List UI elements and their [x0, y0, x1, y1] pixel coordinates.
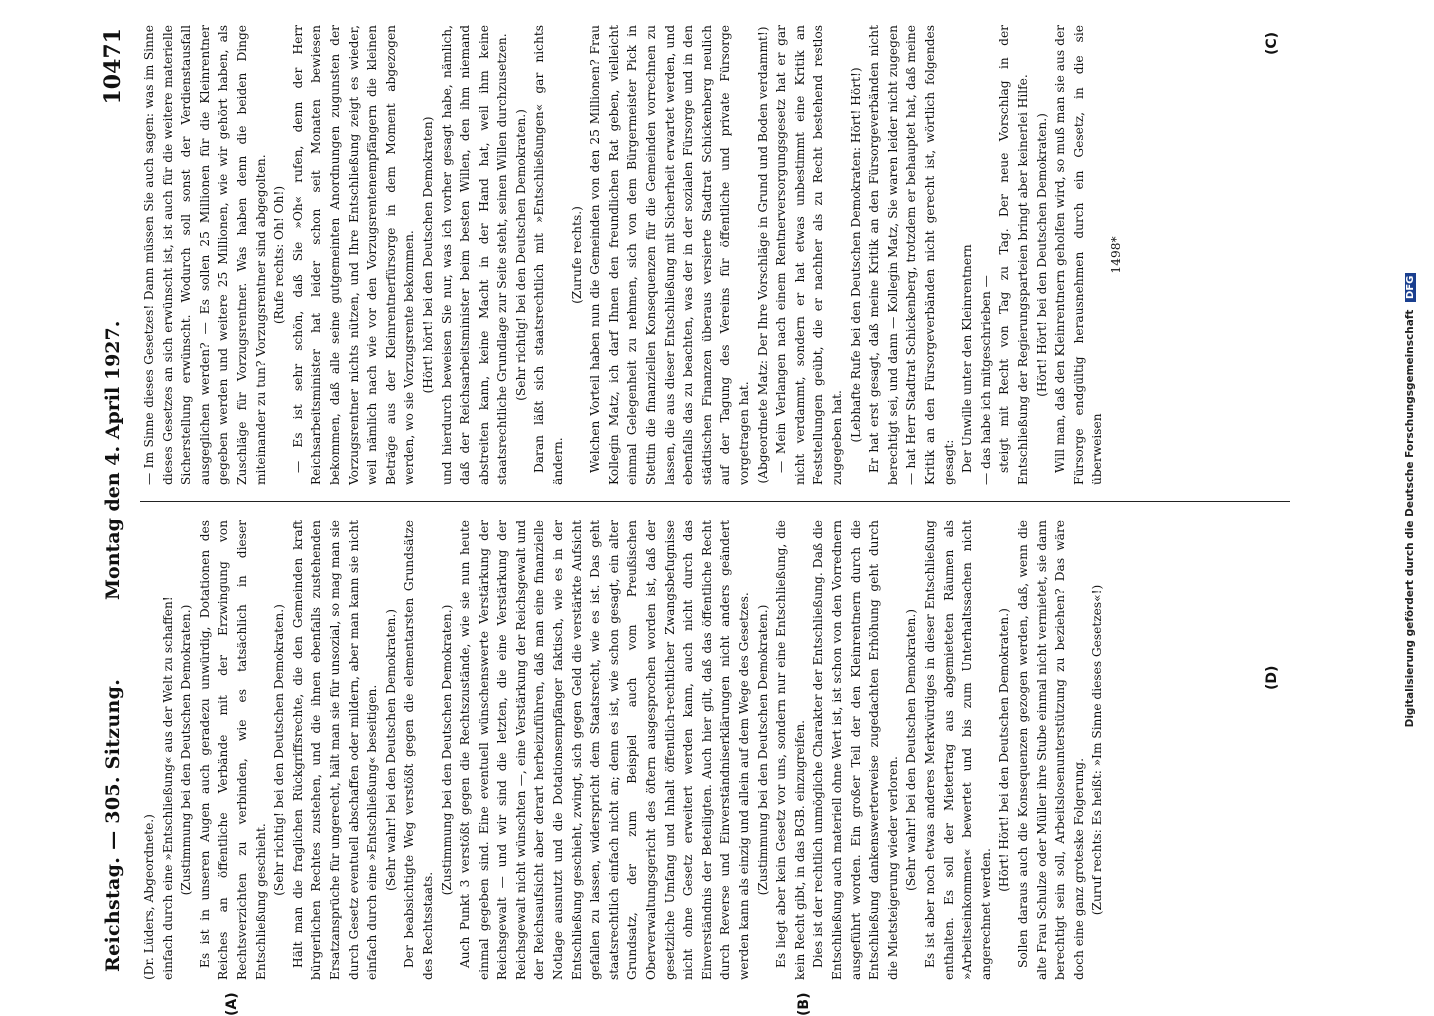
paragraph: (Dr. Lüders, Abgeordnete.)	[142, 814, 156, 980]
paragraph: — Im Sinne dieses Gesetzes! Dann müssen Sie auch sagen: was im Sinne dieses Gesetzes an sich erwünscht ist, ist auch für die weitere materielle Sicherstellung erwünscht. Wodurch soll sonst der Verdienstausfall ausgeglichen werden? — Es sollen 25 Millionen für die Kleinrentner gegeben werden und weitere 25 Millionen, wie wir gehört haben, als Zuschläge für Vorzugsrentner. Was haben denn die beiden Dinge miteinander zu tun? Vorzugsrentner sind abgegolten.	[142, 25, 268, 485]
margin-mark-a: (A)	[224, 992, 240, 1016]
paragraph: Sollen daraus auch die Konsequenzen gezogen werden, daß, wenn die alte Frau Schulze oder Müller ihre Stube einmal nicht vermietet, sie dann berechtigt sein soll, Arbeitslosenunterstützung zu beziehen? Das wäre doch eine ganz groteske Folgerung.	[1015, 520, 1086, 980]
interjection: (Hört! hört! bei den Deutschen Demokraten)	[420, 116, 435, 394]
paragraph: einfach durch eine »Entschließung« aus der Welt zu schaffen!	[160, 596, 175, 980]
document-page	[96, 20, 1296, 1016]
quotation: steigt mit Recht von Tag zu Tag. Der neue Vorschlag in der Entschließung der Regierungsparteien bringt aber keinerlei Hilfe.	[997, 25, 1030, 485]
paragraph: Daran läßt sich staatsrechtlich mit »Entschließungen« gar nichts ändern.	[532, 25, 566, 485]
margin-mark-c: (C)	[1264, 31, 1280, 55]
signature-mark: 1498*	[1108, 236, 1123, 274]
interjection: (Sehr wahr! bei den Deutschen Demokraten.)	[383, 608, 398, 892]
interjection: (Zustimmung bei den Deutschen Demokraten.)	[179, 604, 194, 896]
page-number: 10471	[100, 28, 126, 105]
digitization-notice	[1404, 20, 1416, 980]
interjection: (Sehr wahr! bei den Deutschen Demokraten.)	[904, 608, 919, 892]
digitization-sidebar	[1404, 20, 1424, 980]
interjection: (Lebhafte Rufe bei den Deutschen Demokraten: Hört! Hört!)	[848, 67, 863, 443]
right-column	[140, 25, 1296, 485]
paragraph: Dies ist der rechtlich unmögliche Charakter der Entschließung. Daß die Entschließung auch materiell ohne Wert ist, ist schon von den Vorrednern ausgeführt worden. Ein großer Teil der den Kleinrentnern durch die Entschließung dankenswerterweise zugedachten Erhöhung geht durch die Mietsteigerung wieder verloren.	[811, 520, 900, 980]
interjection: (Abgeordnete Matz: Der Ihre Vorschläge in Grund und Boden verdammt!)	[755, 26, 770, 484]
interjection: (Zuruf rechts: Es heißt: »Im Sinne dieses Gesetzes«!)	[1090, 584, 1105, 916]
margin-mark-b: (B)	[796, 992, 812, 1016]
interjection: (Zustimmung bei den Deutschen Demokraten.)	[439, 604, 454, 896]
interjection: (Zustimmung bei den Deutschen Demokraten.)	[755, 604, 770, 896]
interjection: (Zurufe rechts.)	[569, 206, 584, 304]
paragraph: Will man, daß den Kleinrentnern geholfen wird, so muß man sie aus der Fürsorge endgültig herausnehmen durch ein Gesetz, in die sie überweisen	[1053, 25, 1105, 485]
left-column	[140, 520, 1296, 980]
interjection: (Rufe rechts: Oh! Oh!)	[272, 185, 287, 325]
paragraph: und hierdurch beweisen Sie nur, was ich vorher gesagt habe, nämlich, daß der Reichsarbeitsminister beim besten Willen, den ihm niemand abstreiten kann, keine Macht in der Hand hat, weil ihm keine staatsrechtliche Grundlage zur Seite steht, seinen Willen durchzusetzen.	[439, 25, 510, 485]
header-date: Montag den 4. April 1927.	[102, 320, 124, 600]
interjection: (Sehr richtig! bei den Deutschen Demokraten.)	[272, 604, 287, 896]
header-session: Reichstag. — 305. Sitzung.	[102, 678, 124, 972]
funding-text: Digitalisierung gefördert durch die Deutsche Forschungsgemeinschaft	[1404, 309, 1416, 728]
paragraph: Es ist aber noch etwas anderes Merkwürdiges in dieser Entschließung enthalten. Es soll der Mietertrag aus abgemieteten Räumen als »Arbeitseinkommen« bewertet und bis zum Unterhaltssachen nicht angerechnet werden.	[922, 520, 993, 980]
interjection: (Sehr richtig! bei den Deutschen Demokraten.)	[513, 109, 528, 401]
paragraph: Der Unwille unter den Kleinrentnern	[960, 244, 975, 473]
margin-mark-d: (D)	[1264, 665, 1280, 690]
paragraph: Der beabsichtigte Weg verstößt gegen die elementarsten Grundsätze des Rechtsstaats.	[402, 520, 435, 980]
paragraph: Hält man die fraglichen Rückgriffsrechte, die den Gemeinden kraft bürgerlichen Rechtes zustehen, und die ihnen ebenfalls zustehenden Ersatzansprüche für ungerecht, hält man sie für unsozial, so mag man sie durch Gesetz eventuell abschaffen oder mildern, aber man kann sie nicht einfach durch eine »Entschließung« beseitigen.	[290, 520, 380, 980]
interjection: (Hört! Hört! bei den Deutschen Demokraten.)	[1034, 113, 1049, 397]
paragraph: Welchen Vorteil haben nun die Gemeinden von den 25 Millionen? Frau Kollegin Matz, ich darf Ihnen den freundlichen Rat geben, vielleicht einmal Gelegenheit zu nehmen, sich von dem Bürgermeister Pick in Stettin die finanziellen Konsequenzen für die Gemeinden vorrechnen zu lassen, die aus dieser Entschließung mit Sicherheit erwartet werden, und ebenfalls das zu beachten, was der in der sozialen Fürsorge und in den städtischen Finanzen überaus versierte Stadtrat Schickenberg neulich auf der Tagung des Vereins für öffentliche und private Fürsorge vorgetragen hat.	[588, 25, 751, 485]
paragraph: — das habe ich mitgeschrieben —	[978, 275, 993, 485]
column-divider	[140, 501, 1290, 502]
page-header	[96, 20, 136, 980]
paragraph: Er hat erst gesagt, daß meine Kritik an den Fürsorgeverbänden nicht berechtigt sei, und dann — Kollegin Matz, Sie waren leider nicht zugegen — hat Herr Stadtrat Schickenberg, trotzdem er behauptet hat, daß meine Kritik an den Fürsorgeverbänden nicht gerecht ist, wörtlich folgendes gesagt:	[867, 25, 956, 485]
paragraph: — Mein Verlangen nach einem Rentnerversorgungsgesetz hat er gar nicht verdammt, sondern er hat etwas unbestimmt eine Kritik an Feststellungen geübt, die er nachher als zu Recht bestehend restlos zugegeben hat.	[774, 25, 844, 485]
paragraph: — Es ist sehr schön, daß Sie »Oh« rufen, denn der Herr Reichsarbeitsminister hat leider schon seit Monaten bewiesen bekommen, daß alle seine gutgemeinten Anordnungen zugunsten der Vorzugsrentner nichts nützen, und Ihre Entschließung zeigt es wieder, weil nämlich nach wie vor den Vorzugsrentenempfängern die kleinen Beträge aus der Kleinrentnerfürsorge in dem Moment abgezogen werden, wo sie Vorzugsrente bekommen.	[290, 25, 417, 485]
paragraph: Es ist in unseren Augen auch geradezu unwürdig, Dotationen des Reiches an öffentliche Verbände mit der Erzwingung von Rechtsverzichten zu verbinden, wie es tatsächlich in dieser Entschließung geschieht.	[197, 520, 268, 980]
dfg-logo: DFG	[1405, 273, 1416, 302]
paragraph: Es liegt aber kein Gesetz vor uns, sondern nur eine Entschließung, die kein Recht gibt, in das BGB. einzugreifen.	[774, 520, 807, 980]
interjection: (Hört! Hört! bei den Deutschen Demokraten.)	[997, 608, 1012, 892]
paragraph: Auch Punkt 3 verstößt gegen die Rechtszustände, wie sie nun heute einmal gegeben sind. Eine eventuell wünschenswerte Verstärkung der Reichsgewalt — und wir sind die letzten, die eine Verstärkung der Reichsgewalt nicht wünschten —, eine Verstärkung der Reichsgewalt und der Reichsaufsicht aber derart herbeizuführen, daß man eine finanzielle Notlage ausnutzt und die Dotationsempfänger faktisch, wie es in der Entschließung geschieht, zwingt, sich gegen Geld die verstärkte Aufsicht gefallen zu lassen, widerspricht dem Staatsrecht, wie es ist. Das geht staatsrechtlich einfach nicht an; denn es ist, wie schon gesagt, ein alter Grundsatz, der zum Beispiel auch vom Preußischen Oberverwaltungsgericht des öftern ausgesprochen worden ist, daß der gesetzliche Umfang und Inhalt öffentlich-rechtlicher Zwangsbefugnisse nicht ohne Gesetz erweitert werden kann, auch nicht durch das Einverständnis der Beteiligten. Auch hier gilt, daß das öffentliche Recht durch Reverse und Einverständniserklärungen nicht anders geändert werden kann als einzig und allein auf dem Wege des Gesetzes.	[458, 520, 751, 980]
